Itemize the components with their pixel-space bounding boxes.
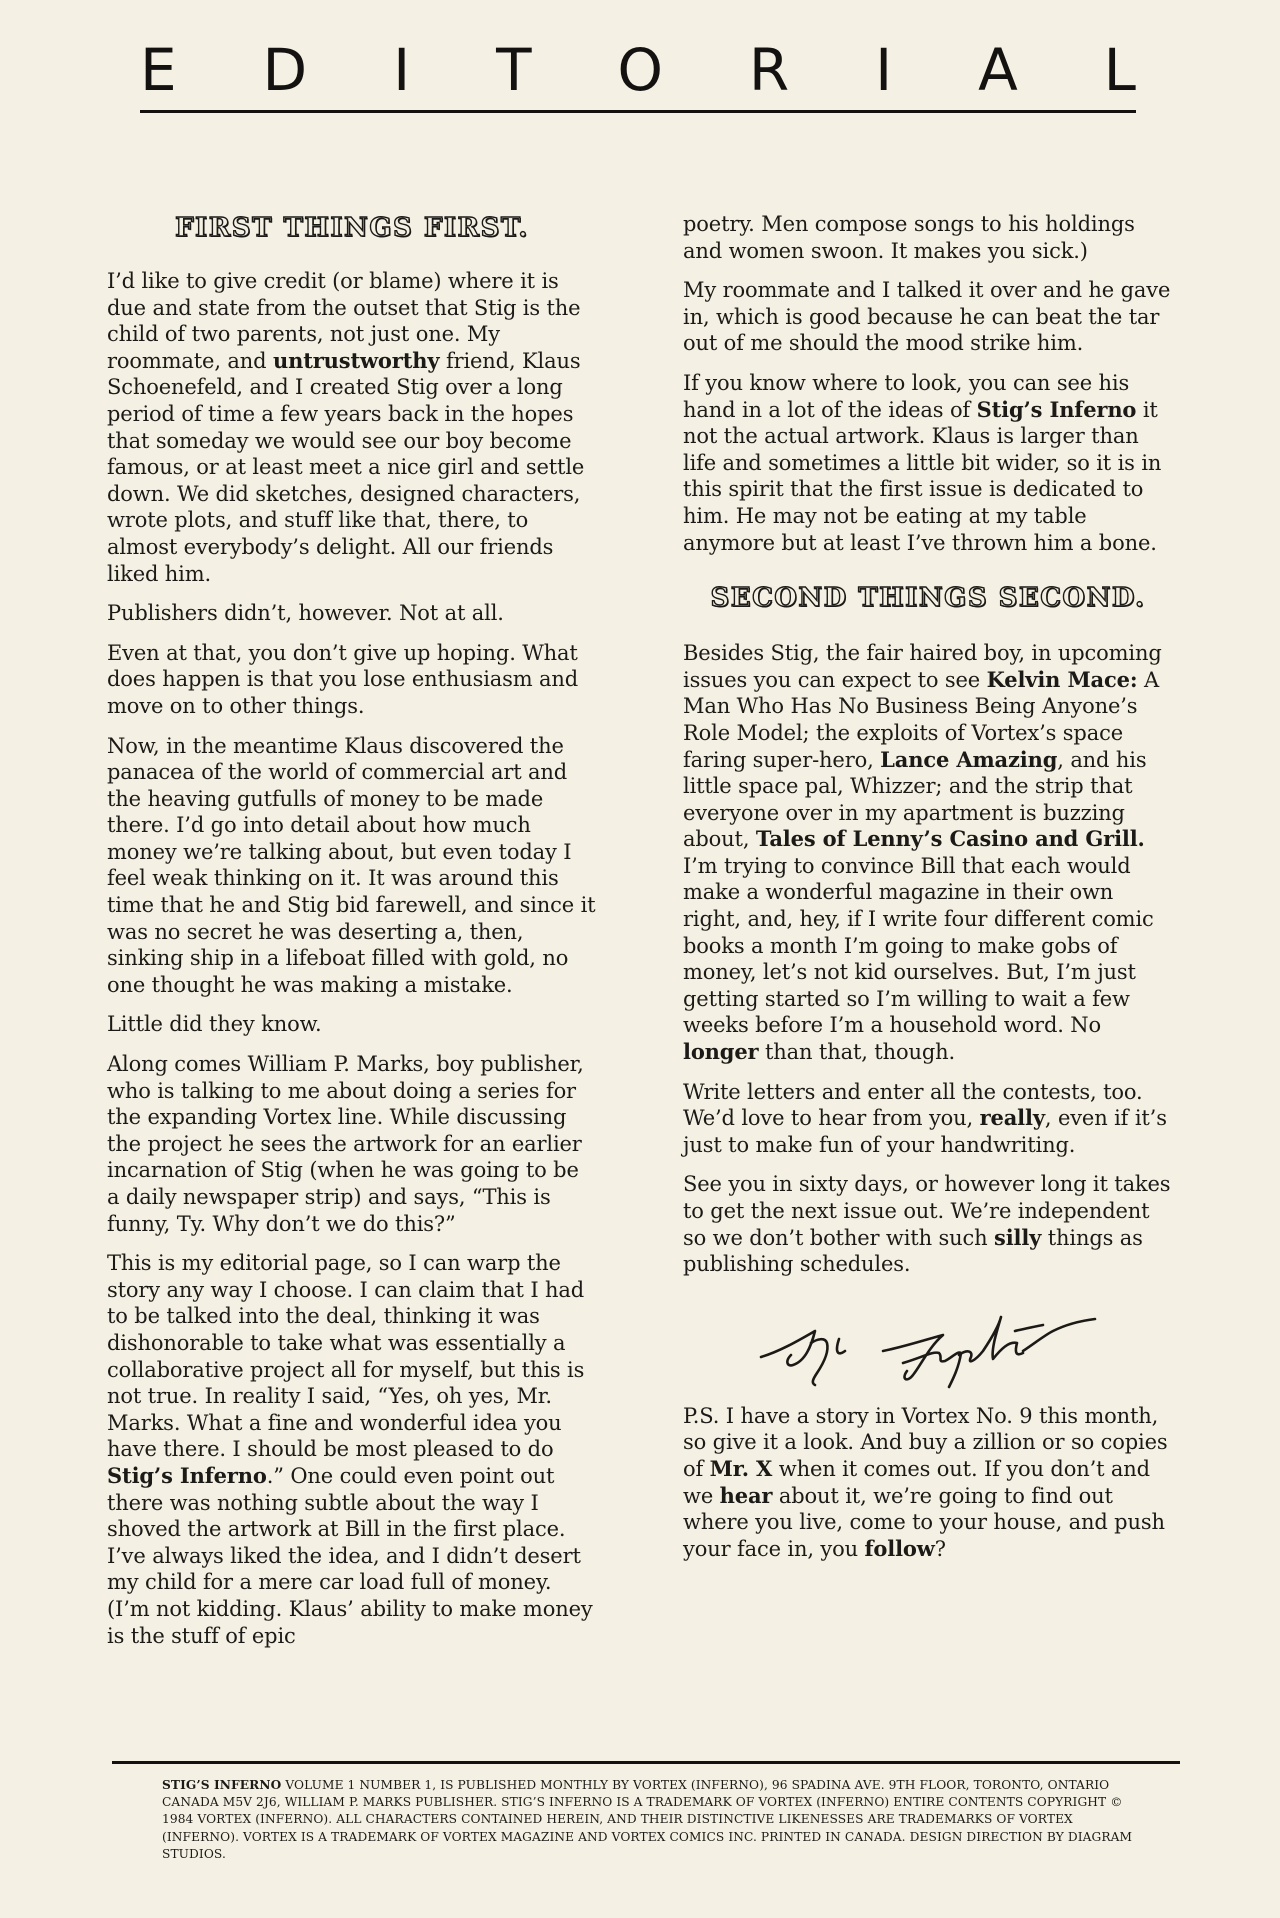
text-run: See you in sixty days, or however long it takes to get the next issue out. We’re independent so we don’t bother with such [683, 1172, 1171, 1250]
bold-text: untrustworthy [272, 347, 440, 373]
bold-text: hear [719, 1482, 773, 1508]
text-run: This is my editorial page, so I can warp the story any way I choose. I can claim that I had to be talked into the deal, thinking it was dishonorable to take what was essentially a collaborative project all for myself, but this is not true. In reality I said, “Yes, oh yes, Mr. Marks. What a fine and wonderful idea you have there. I should be most pleased to do [107, 1251, 585, 1462]
paragraph: poetry. Men compose songs to his holdings and women swoon. It makes you sick.) [683, 212, 1135, 263]
masthead-letter: R [748, 36, 790, 104]
bold-text: Tales of Lenny’s Casino and Grill. [755, 826, 1145, 852]
text-run: Write letters and enter all the contests, too. We’d love to hear from you, [683, 1079, 1143, 1131]
signature-scribble [753, 1291, 1113, 1391]
bold-text: Stig’s Inferno [107, 1462, 267, 1488]
indicia-title: STIG’S INFERNO [162, 1778, 282, 1792]
paragraph [683, 1171, 1173, 1277]
masthead-letter: I [875, 36, 893, 104]
bold-text: Stig’s Inferno [976, 396, 1137, 422]
masthead-letter: L [1103, 36, 1136, 104]
text-run: Besides Stig, the fair haired boy, in upcoming issues you can expect to see [683, 641, 1162, 692]
bold-text: longer [683, 1039, 759, 1065]
paragraph: Little did they know. [107, 1012, 322, 1037]
masthead-letter: D [262, 36, 308, 104]
signature [683, 1291, 1173, 1393]
paragraph [683, 1079, 1173, 1159]
bold-text: Mr. X [709, 1455, 773, 1481]
text-run: things as publishing schedules. [683, 1225, 1143, 1277]
publication-indicia [162, 1777, 1152, 1863]
text-run: ? [934, 1536, 946, 1561]
masthead-letter: I [393, 36, 411, 104]
masthead-letter: T [496, 36, 532, 104]
paragraph [683, 370, 1173, 556]
paragraph [107, 268, 597, 587]
text-run: P.S. I have a story in Vortex No. 9 this month, so give it a look. And buy a zillion or so copies of [683, 1403, 1168, 1481]
left-column [107, 210, 597, 1662]
bold-text: Kelvin Mace: [986, 666, 1138, 692]
paragraph [683, 1403, 1173, 1563]
paragraph [107, 1250, 597, 1649]
bold-text: follow [864, 1535, 935, 1561]
paragraph [683, 640, 1173, 1066]
paragraph: Even at that, you don’t give up hoping. What does happen is that you lose enthusiasm and move on to other things. [107, 640, 579, 718]
editorial-masthead [140, 36, 1136, 104]
text-run: about it, we’re going to find out where you live, come to your house, and push your face in, you [683, 1483, 1165, 1561]
text-run: .” One could even point out there was nothing subtle about the way I shoved the artwork at Bill in the first place. I’ve always liked the idea, and I didn’t desert my child for a mere car load full of money. (I’m not kidding. Klaus’ ability to make money is the stuff of epic [107, 1463, 593, 1648]
text-run: it not the actual artwork. Klaus is larger than life and sometimes a little bit wider, so it is in this spirit that the first issue is dedicated to him. He may not be eating at my table anymore but at least I’ve thrown him a bone. [683, 397, 1162, 555]
text-run: than that, though. [758, 1040, 956, 1065]
indicia-text: VOLUME 1 NUMBER 1, IS PUBLISHED MONTHLY BY VORTEX (INFERNO), 96 SPADINA AVE. 9TH FLOOR, TORONTO, ONTARIO CANADA M5V 2J6, WILLIAM P. MARKS PUBLISHER. STIG’S INFERNO IS A TRADEMARK OF VORTEX (INFERNO) ENTIRE CONTENTS COPYRIGHT © 1984 VORTEX (INFERNO). ALL CHARACTERS CONTAINED HEREIN, AND THEIR DISTINCTIVE LIKENESSES ARE TRADEMARKS OF VORTEX (INFERNO). VORTEX IS A TRADEMARK OF VORTEX MAGAZINE AND VORTEX COMICS INC. PRINTED IN CANADA. DESIGN DIRECTION BY DIAGRAM STUDIOS. [162, 1778, 1133, 1861]
text-run: I’d like to give credit (or blame) where it is due and state from the outset that Stig is the child of two parents, not just one. My roommate, and [107, 269, 581, 373]
text-run: when it comes out. If you don’t and we [683, 1456, 1150, 1508]
text-run: A Man Who Has No Business Being Anyone’s Role Model; the exploits of Vortex’s space faring super-hero, [683, 667, 1159, 772]
masthead-letter: O [617, 36, 664, 104]
masthead-letter: E [140, 36, 177, 104]
right-column [683, 211, 1173, 1575]
masthead-divider [140, 110, 1136, 113]
paragraph: Along comes William P. Marks, boy publisher, who is talking to me about doing a series for the expanding Vortex line. While discussing the project he sees the artwork for an earlier incarnation of Stig (when he was going to be a daily newspaper strip) and says, “This is funny, Ty. Why don’t we do this?” [107, 1052, 584, 1236]
masthead-letter: A [978, 36, 1018, 104]
paragraph: Publishers didn’t, however. Not at all. [107, 601, 504, 626]
section-heading-second: SECOND THINGS SECOND. [710, 583, 1146, 614]
section-heading-first: FIRST THINGS FIRST. [175, 213, 529, 243]
text-run: If you know where to look, you can see his hand in a lot of the ideas of [683, 370, 1130, 422]
text-run: , and his little space pal, Whizzer; and the strip that everyone over in my apartment is buzzing about, [683, 747, 1147, 852]
bold-text: silly [994, 1224, 1042, 1250]
text-run: I’m trying to convince Bill that each would make a wonderful magazine in their own right, and, hey, if I write four different comic books a month I’m going to make gobs of money, let’s not kid ourselves. But, I’m just getting started so I’m willing to wait a few weeks before I’m a household word. No [683, 853, 1154, 1038]
paragraph: Now, in the meantime Klaus discovered the panacea of the world of commercial art and the heaving gutfulls of money to be made there. I’d go into detail about how much money we’re talking about, but even today I feel weak thinking on it. It was around this time that he and Stig bid farewell, and since it was no secret he was deserting a, then, sinking ship in a lifeboat filled with gold, no one thought he was making a mistake. [107, 733, 596, 997]
text-run: friend, Klaus Schoenefeld, and I created Stig over a long period of time a few years back in the hopes that someday we would see our boy become famous, or at least meet a nice girl and settle down. We did sketches, designed characters, wrote plots, and stuff like that, there, to almost everybody’s delight. All our friends liked him. [107, 348, 585, 586]
footer-divider [112, 1761, 1180, 1764]
bold-text: really [979, 1105, 1045, 1131]
paragraph: My roommate and I talked it over and he gave in, which is good because he can beat the tar out of me should the mood strike him. [683, 278, 1171, 356]
bold-text: Lance Amazing [880, 746, 1058, 772]
text-run: , even if it’s just to make fun of your handwriting. [683, 1106, 1167, 1157]
